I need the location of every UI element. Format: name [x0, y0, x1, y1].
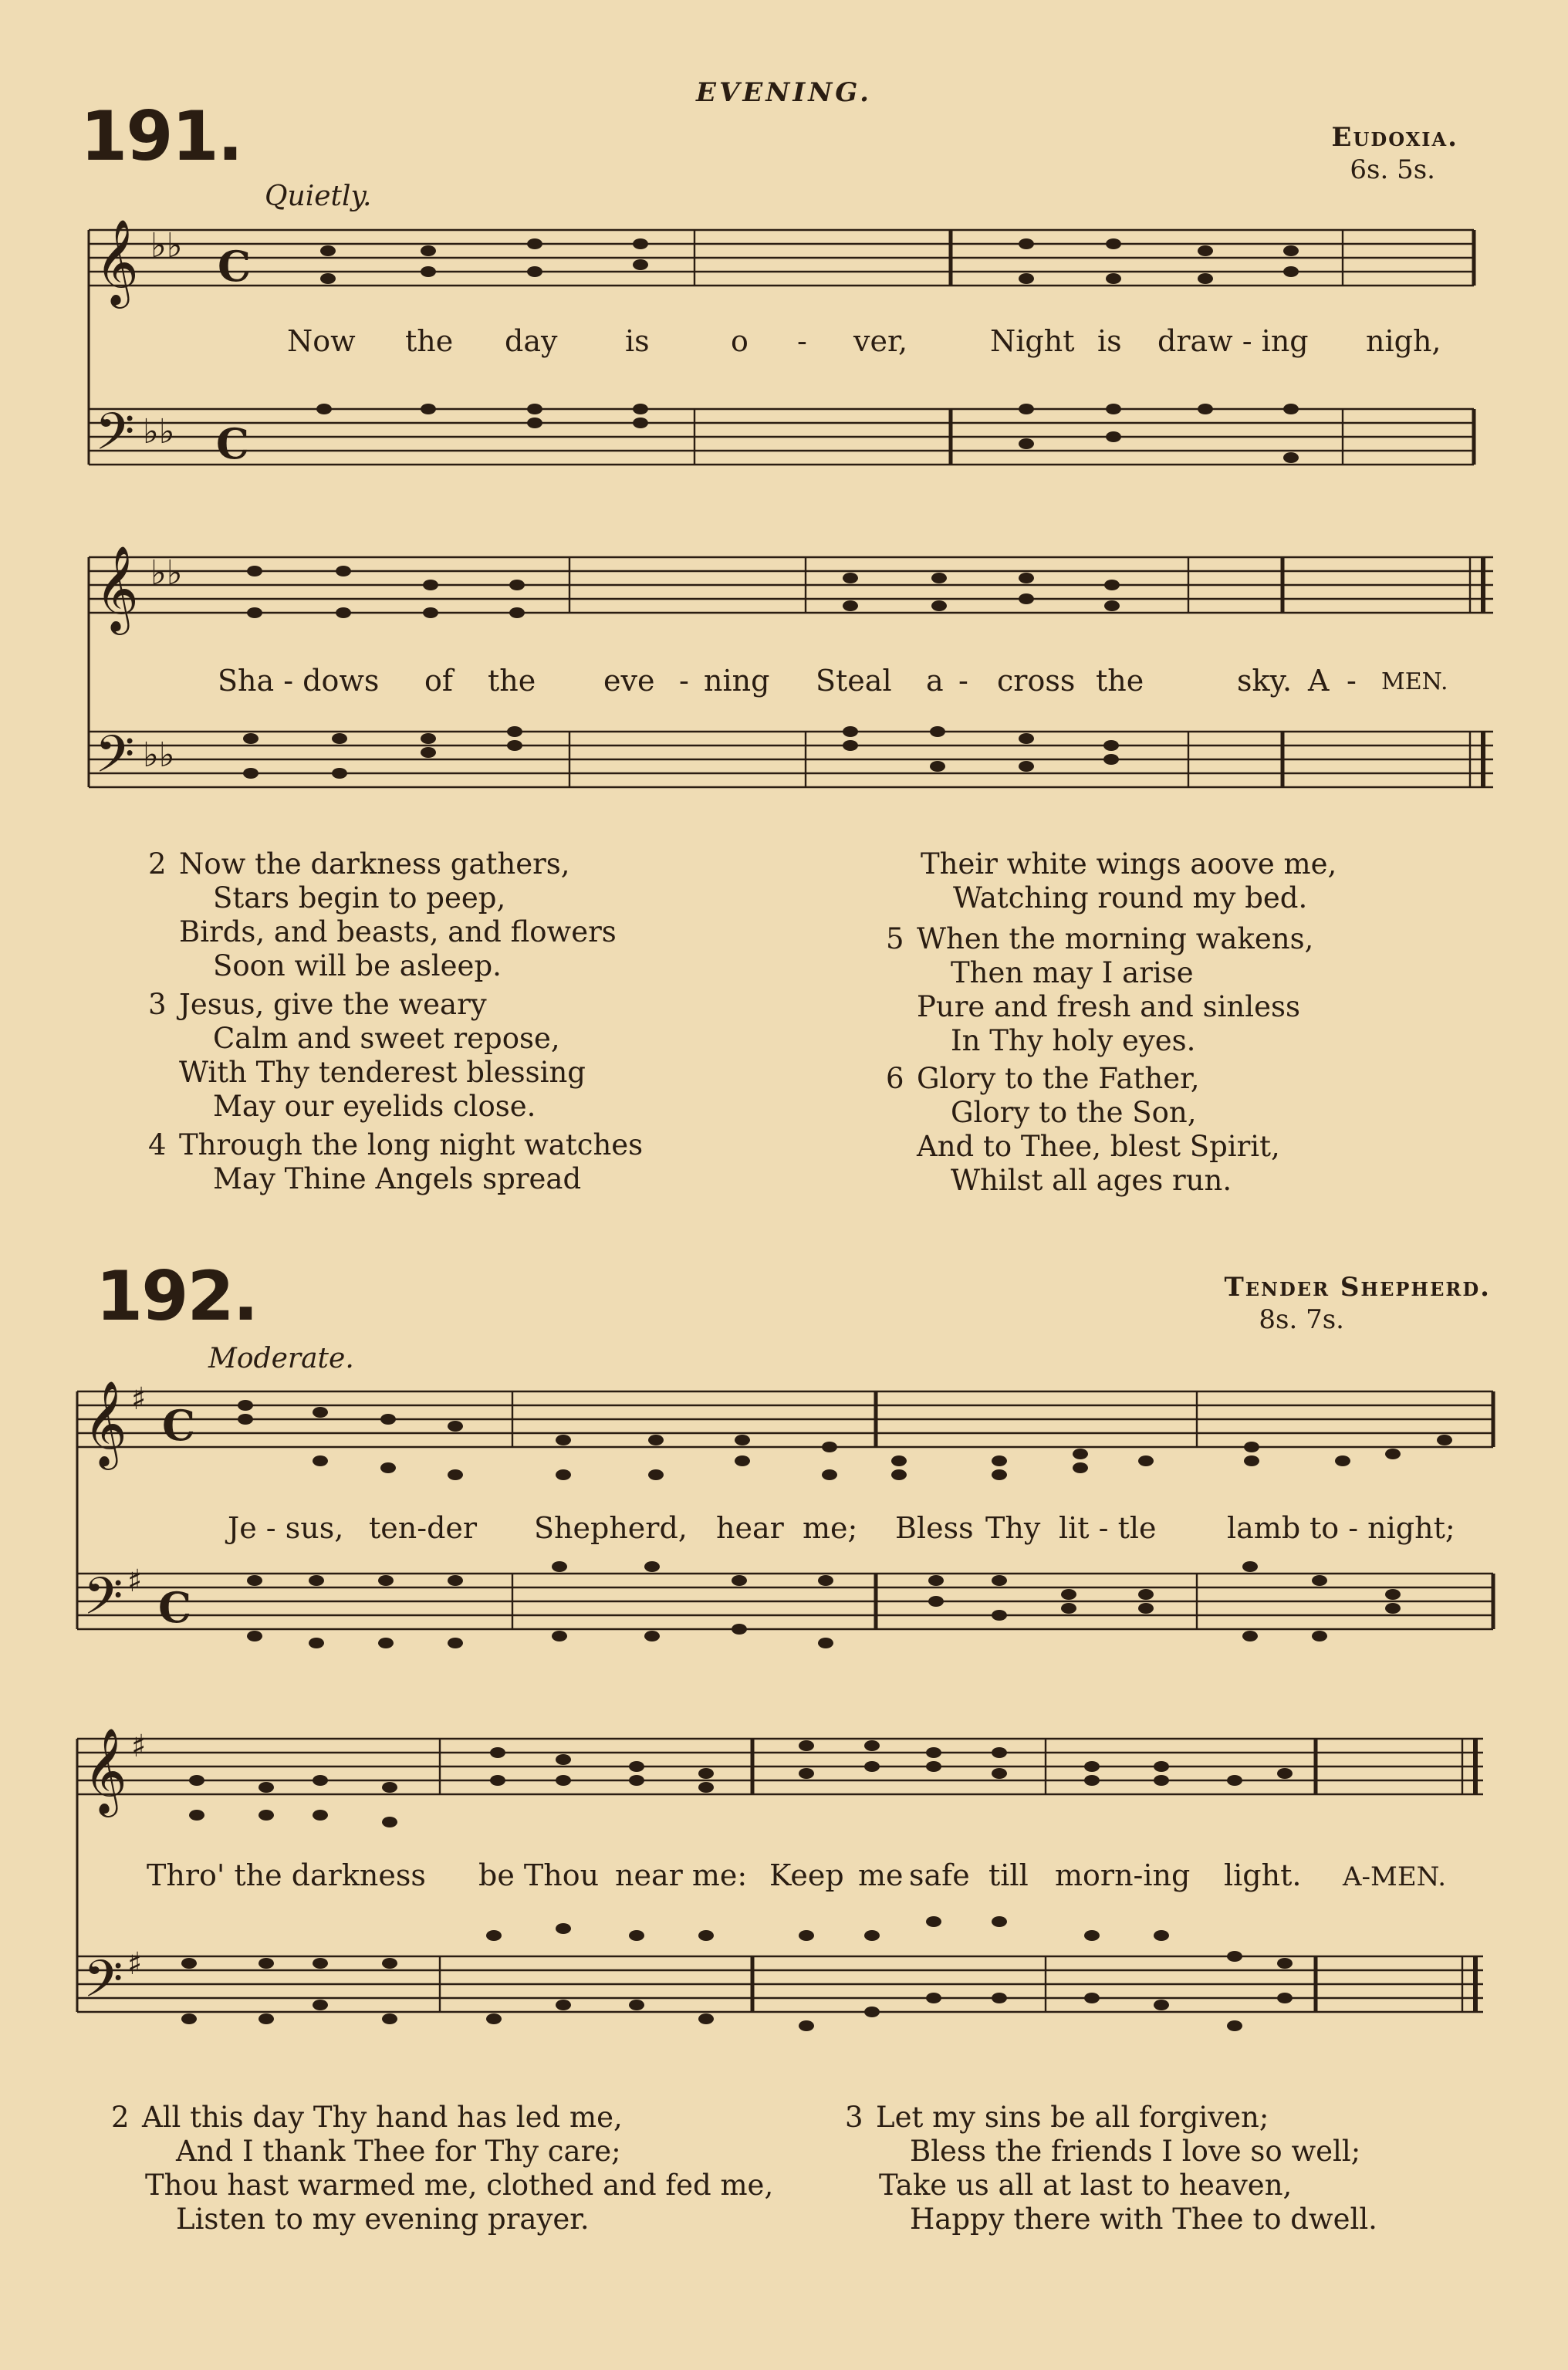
verse-191-3: 3 Jesus, give the weary Calm and sweet repose, With Thy tenderest blessing May our eyelids close. [148, 988, 586, 1123]
lyric-syllable: morn-ing [1055, 1858, 1191, 1892]
svg-text:C: C [218, 242, 251, 291]
tune-name-191: Eudoxia. [1331, 122, 1458, 153]
tune-name-192: Tender Shepherd. [1224, 1272, 1491, 1303]
lyric-syllable: of [424, 664, 453, 698]
svg-text:C: C [162, 1401, 195, 1450]
notes-191 [243, 238, 1299, 779]
svg-text:♯: ♯ [127, 1564, 143, 1599]
lyric-syllable: lamb [1227, 1511, 1301, 1545]
verse-191-2: 2 Now the darkness gathers, Stars begin to peep, Birds, and beasts, and flowers Soon will be asleep. [148, 847, 617, 982]
lyric-syllable: Keep [769, 1858, 844, 1892]
lyric-syllable: Sha - dows [218, 664, 380, 698]
lyric-syllable: - [958, 664, 968, 698]
verse-191-6: 6 Glory to the Father, Glory to the Son, And to Thee, blest Spirit, Whilst all ages run. [886, 1062, 1280, 1197]
lyric-syllable: day [505, 324, 558, 358]
treble-clef-icon: 𝄞 [83, 1727, 127, 1814]
clefs-192 [83, 1380, 195, 2021]
lyric-syllable: ning [704, 664, 770, 698]
verse-191-5: 5 When the morning wakens, Then may I arise Pure and fresh and sinless In Thy holy eyes. [886, 922, 1314, 1057]
lyric-syllable: lit - tle [1059, 1511, 1157, 1545]
system-192-1 [77, 1391, 1493, 1629]
lyric-syllable: the [488, 664, 536, 698]
lyric-syllable: is [625, 324, 650, 358]
lyric-syllable: the [405, 324, 454, 358]
lyric-syllable: - [1347, 664, 1357, 698]
bass-clef-icon: 𝄢 [95, 402, 135, 474]
lyric-syllable: safe [909, 1858, 970, 1892]
running-head: EVENING. [696, 77, 872, 108]
lyric-syllable: cross [997, 664, 1076, 698]
lyric-syllable: eve [603, 664, 655, 698]
hymn-number-192: 192. [96, 1256, 258, 1336]
treble-clef-icon: 𝄞 [95, 218, 139, 305]
hymn-number-191: 191. [80, 96, 242, 176]
lyric-syllable: A-MEN. [1343, 1861, 1447, 1892]
verse-192-2: 2 All this day Thy hand has led me, And I thank Thee for Thy care; Thou hast warmed me, clothed and fed me, Listen to my evening prayer. [111, 2101, 774, 2236]
bass-clef-icon: 𝄢 [95, 725, 135, 796]
svg-text:♯: ♯ [131, 1381, 147, 1417]
svg-text:♭♭: ♭♭ [150, 226, 183, 265]
treble-clef-icon: 𝄞 [95, 545, 139, 631]
lyric-syllable: be Thou [478, 1858, 600, 1892]
lyric-syllable: - [679, 664, 689, 698]
lyric-syllable: Shepherd, [534, 1511, 688, 1545]
svg-text:♯: ♯ [131, 1729, 147, 1764]
lyric-syllable: Steal [816, 664, 892, 698]
verse-192-3: 3 Let my sins be all forgiven; Bless the friends I love so well; Take us all at last to heaven, Happy there with Thee to dwell. [845, 2101, 1377, 2236]
tempo-192: Moderate. [208, 1343, 354, 1374]
tempo-191: Quietly. [265, 181, 372, 212]
lyric-syllable: a [926, 664, 944, 698]
meter-192: 8s. 7s. [1259, 1304, 1344, 1335]
lyric-syllable: Bless [895, 1511, 974, 1545]
svg-text:C: C [216, 419, 249, 468]
svg-text:♭♭: ♭♭ [143, 735, 175, 775]
clefs-191 [95, 218, 251, 796]
meter-191: 6s. 5s. [1350, 154, 1435, 185]
lyric-syllable: the [1096, 664, 1144, 698]
bass-clef-icon: 𝄢 [83, 1567, 123, 1638]
lyric-syllable: is [1097, 324, 1122, 358]
lyric-syllable: hear [716, 1511, 784, 1545]
lyric-syllable: ten-der [369, 1511, 478, 1545]
lyric-syllable: o [731, 324, 749, 358]
lyric-syllable: till [988, 1858, 1029, 1892]
lyric-syllable: near me: [615, 1858, 748, 1892]
lyric-syllable: ver, [853, 324, 908, 358]
svg-text:C: C [158, 1583, 191, 1632]
notes-192 [181, 1400, 1452, 2031]
verse-191-4-cont: Their white wings aoove me, Watching round my bed. [921, 847, 1337, 915]
lyric-syllable: Thy [985, 1511, 1041, 1545]
lyric-syllable: to - night; [1309, 1511, 1455, 1545]
lyric-syllable: nigh, [1366, 324, 1441, 358]
lyric-syllable: A [1308, 664, 1330, 698]
treble-clef-icon: 𝄞 [83, 1380, 127, 1466]
lyric-syllable: Now [287, 324, 356, 358]
svg-text:♭♭: ♭♭ [143, 412, 175, 451]
lyric-syllable: MEN. [1381, 668, 1448, 695]
verse-191-4: 4 Through the long night watches May Thine Angels spread [148, 1128, 644, 1195]
lyric-syllable: me; [803, 1511, 858, 1545]
lyric-syllable: Night [990, 324, 1075, 358]
bass-clef-icon: 𝄢 [83, 1949, 123, 2021]
lyric-syllable: Thro' the darkness [147, 1858, 426, 1892]
lyric-syllable: sky. [1237, 664, 1293, 698]
svg-text:♯: ♯ [127, 1946, 143, 1982]
lyric-syllable: Je - sus, [228, 1511, 344, 1545]
svg-text:♭♭: ♭♭ [150, 553, 183, 593]
lyric-syllable: draw - ing [1157, 324, 1309, 358]
lyric-syllable: me [858, 1858, 904, 1892]
lyric-syllable: - [797, 324, 807, 358]
lyric-syllable: light. [1224, 1858, 1302, 1892]
